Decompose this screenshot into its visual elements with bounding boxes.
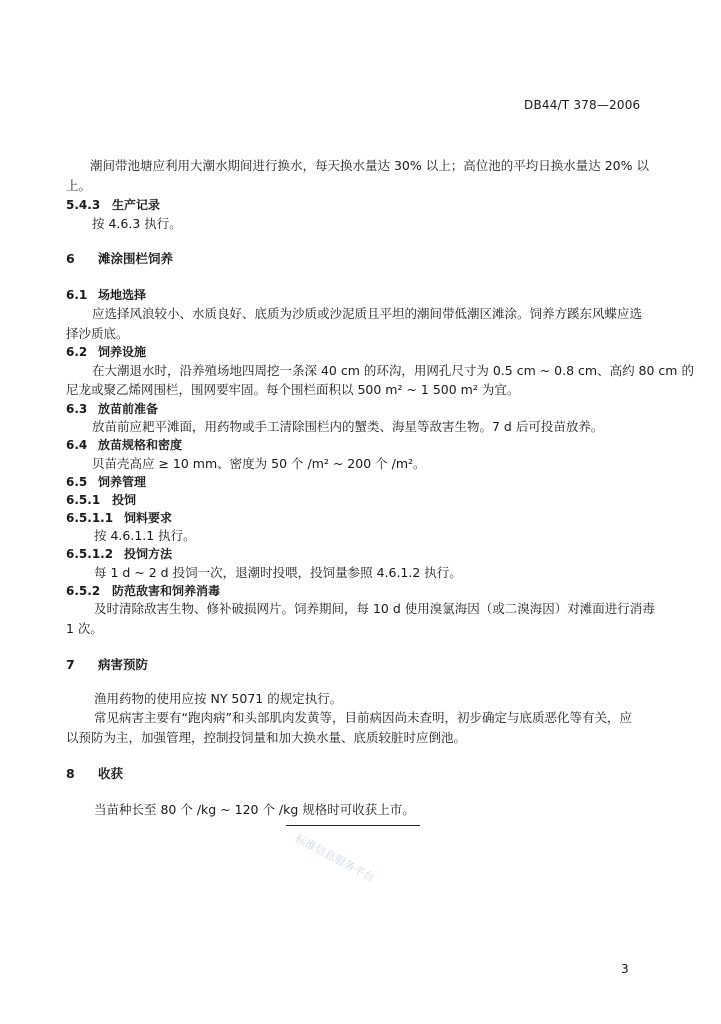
heading-7 — [66, 656, 148, 674]
heading-6-4 — [66, 436, 182, 454]
section-number: 8 — [66, 766, 75, 781]
paragraph: 1 次。 — [66, 621, 103, 636]
heading-6-5-2 — [66, 582, 220, 600]
section-number: 6.1 — [66, 288, 88, 302]
heading-5-4-3 — [66, 196, 160, 214]
section-title: 防范敌害和饲养消毒 — [112, 584, 221, 598]
paragraph: 贝苗壳高应 ≥ 10 mm、密度为 50 个 /m² ~ 200 个 /m²。 — [92, 456, 426, 471]
paragraph: 以预防为主，加强管理，控制投饲量和加大换水量、底质较脏时应倒池。 — [66, 730, 467, 745]
section-title: 饲养管理 — [98, 475, 147, 489]
paragraph: 按 4.6.1.1 执行。 — [94, 528, 196, 543]
paragraph: 尼龙或聚乙烯网围栏，围网要牢固。每个围栏面积以 500 m² ~ 1 500 m² 为宜。 — [66, 382, 520, 397]
section-number: 6.2 — [66, 345, 88, 359]
section-number: 6.3 — [66, 402, 88, 416]
section-number: 7 — [66, 657, 75, 672]
heading-8 — [66, 765, 123, 783]
heading-6-5-1-2 — [66, 545, 172, 563]
section-number: 6.4 — [66, 438, 88, 452]
section-number: 6.5 — [66, 475, 88, 489]
paragraph: 择沙质底。 — [66, 326, 129, 341]
section-number: 5.4.3 — [66, 198, 101, 212]
section-number: 6.5.1 — [66, 493, 101, 507]
section-title: 滩涂围栏饲养 — [98, 251, 174, 266]
section-title: 饲养设施 — [98, 345, 147, 359]
paragraph: 上。 — [66, 178, 92, 193]
section-number: 6 — [66, 251, 75, 266]
paragraph: 放苗前应耙平滩面，用药物或手工清除围栏内的蟹类、海星等敌害生物。7 d 后可投苗放养。 — [92, 419, 604, 434]
section-title: 饲料要求 — [124, 511, 173, 525]
heading-6-5-1-1 — [66, 509, 172, 527]
section-title: 病害预防 — [98, 657, 149, 672]
paragraph: 渔用药物的使用应按 NY 5071 的规定执行。 — [94, 691, 343, 706]
section-title: 生产记录 — [112, 198, 161, 212]
section-number: 6.5.1.1 — [66, 511, 114, 525]
paragraph: 潮间带池塘应利用大潮水期间进行换水，每天换水量达 30% 以上；高位池的平均日换水量达 20% 以 — [90, 158, 649, 173]
heading-6-1 — [66, 286, 146, 304]
heading-6 — [66, 250, 173, 268]
heading-6-5-1 — [66, 491, 136, 509]
section-title: 投饲方法 — [124, 547, 173, 561]
heading-6-2 — [66, 343, 146, 361]
doc-id: DB44/T 378—2006 — [524, 98, 641, 112]
end-rule — [286, 825, 420, 826]
page-number: 3 — [621, 962, 629, 976]
paragraph: 按 4.6.3 执行。 — [92, 216, 182, 231]
paragraph: 应选择风浪较小、水质良好、底质为沙质或沙泥质且平坦的潮间带低潮区滩涂。饲养方蹊东风蝶应选 — [92, 306, 643, 321]
section-title: 投饲 — [112, 493, 137, 507]
paragraph: 每 1 d ~ 2 d 投饲一次，退潮时投喂，投饲量参照 4.6.1.2 执行。 — [94, 565, 462, 580]
section-title: 收获 — [98, 766, 124, 781]
paragraph: 常见病害主要有“跑肉病”和头部肌肉发黄等，目前病因尚未查明，初步确定与底质恶化等有关，应 — [94, 710, 632, 725]
paragraph: 当苗种长至 80 个 /kg ~ 120 个 /kg 规格时可收获上市。 — [94, 802, 415, 817]
section-title: 放苗前准备 — [98, 402, 159, 416]
section-title: 场地选择 — [98, 288, 147, 302]
paragraph: 在大潮退水时，沿养殖场地四周挖一条深 40 cm 的环沟，用网孔尺寸为 0.5 cm ~ 0.8 cm、高约 80 cm 的 — [92, 363, 694, 378]
heading-6-3 — [66, 400, 158, 418]
paragraph: 及时清除敌害生物、修补破损网片。饲养期间，每 10 d 使用溴氯海因（或二溴海因）对滩面进行消毒 — [94, 601, 655, 616]
section-number: 6.5.2 — [66, 584, 101, 598]
watermark: 标准信息服务平台 — [292, 831, 377, 885]
section-number: 6.5.1.2 — [66, 547, 114, 561]
section-title: 放苗规格和密度 — [98, 438, 183, 452]
heading-6-5 — [66, 473, 146, 491]
